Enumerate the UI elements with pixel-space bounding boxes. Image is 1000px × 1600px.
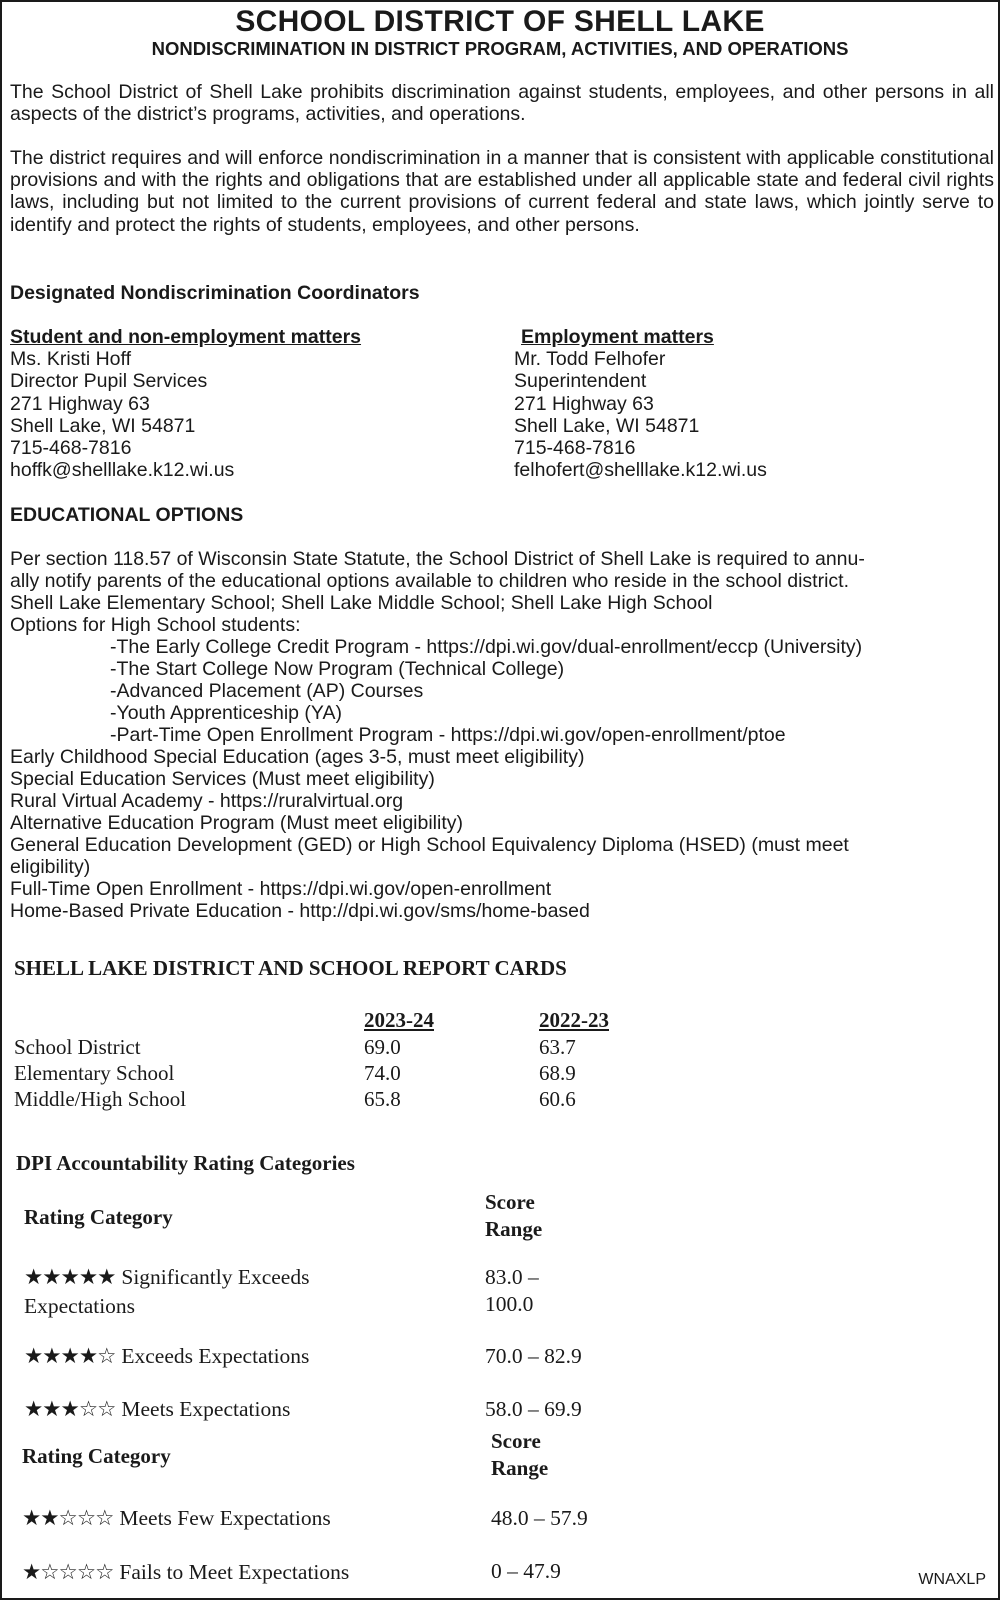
options-intro-line-1: Per section 118.57 of Wisconsin State Statute, the School District of Shell Lake is required to annu-: [10, 548, 865, 570]
student-coordinator-address: 271 Highway 63: [10, 392, 150, 415]
star-rating-icon: ★★★★☆: [24, 1344, 116, 1368]
report-card-name: Elementary School: [14, 1061, 175, 1085]
rating-range: 70.0 – 82.9: [485, 1344, 582, 1368]
rating-label-text: Exceeds Expectations: [121, 1344, 310, 1368]
report-card-score-2022-23: 60.6: [539, 1087, 576, 1111]
report-card-score-2023-24: 65.8: [364, 1087, 401, 1111]
page-subtitle: NONDISCRIMINATION IN DISTRICT PROGRAM, ACTIVITIES, AND OPERATIONS: [151, 38, 849, 59]
rating-label-text: Meets Expectations: [121, 1397, 291, 1421]
employment-coordinator-heading: Employment matters: [521, 326, 714, 348]
option-item: Full-Time Open Enrollment - https://dpi.wi.gov/open-enrollment: [10, 878, 552, 900]
employment-coordinator: [514, 326, 767, 481]
employment-coordinator-city: Shell Lake, WI 54871: [514, 414, 700, 437]
option-item: Rural Virtual Academy - https://ruralvirtual.org: [10, 790, 404, 812]
employment-coordinator-title: Superintendent: [514, 370, 647, 393]
report-cards-col-2023-24: 2023-24: [364, 1008, 434, 1032]
publication-code: WNAXLP: [918, 1571, 986, 1588]
option-item: Home-Based Private Education - http://dpi.wi.gov/sms/home-based: [10, 900, 590, 922]
hs-option-item: -Youth Apprenticeship (YA): [110, 702, 342, 724]
rating-label: [24, 1264, 309, 1291]
option-item: Special Education Services (Must meet eligibility): [10, 768, 435, 790]
score-range-col-header-line-1: Score: [485, 1190, 535, 1214]
option-item: Early Childhood Special Education (ages 3-5, must meet eligibility): [10, 746, 585, 768]
student-coordinator-city: Shell Lake, WI 54871: [10, 414, 196, 437]
report-cards-heading: SHELL LAKE DISTRICT AND SCHOOL REPORT CARDS: [14, 956, 567, 980]
rating-label: [24, 1343, 309, 1370]
student-coordinator-email: hoffk@shelllake.k12.wi.us: [10, 459, 235, 482]
student-coordinator: [10, 326, 361, 481]
rating-range: 58.0 – 69.9: [485, 1397, 582, 1421]
star-rating-icon: ★☆☆☆☆: [22, 1560, 114, 1584]
hs-option-item: -The Early College Credit Program - https://dpi.wi.gov/dual-enrollment/eccp (University): [110, 636, 863, 658]
employment-coordinator-address: 271 Highway 63: [514, 392, 654, 415]
student-coordinator-heading: Student and non-employment matters: [10, 326, 362, 348]
rating-label-text: Fails to Meet Expectations: [119, 1560, 350, 1584]
report-card-score-2023-24: 74.0: [364, 1061, 401, 1085]
schools-line: Shell Lake Elementary School; Shell Lake Middle School; Shell Lake High School: [10, 592, 713, 614]
rating-category-col-header: Rating Category: [24, 1205, 173, 1229]
hs-options-label: Options for High School students:: [10, 614, 301, 636]
score-range-col-header-repeat-line-2: Range: [491, 1456, 549, 1480]
rating-label-text: Meets Few Expectations: [119, 1506, 331, 1530]
employment-coordinator-phone: 715-468-7816: [514, 436, 636, 459]
report-card-name: School District: [14, 1035, 141, 1059]
rating-range: 0 – 47.9: [491, 1559, 561, 1583]
option-item: Alternative Education Program (Must meet eligibility): [10, 812, 464, 834]
rating-range-line-2: 100.0: [485, 1292, 534, 1316]
rating-label: [24, 1396, 290, 1423]
rating-range: 48.0 – 57.9: [491, 1506, 588, 1530]
student-coordinator-title: Director Pupil Services: [10, 370, 208, 393]
report-card-name: Middle/High School: [14, 1087, 187, 1111]
student-coordinator-phone: 715-468-7816: [10, 436, 132, 459]
rating-label-line-2: Expectations: [24, 1294, 136, 1318]
rating-range: 83.0 –: [485, 1265, 539, 1289]
coordinators-heading: Designated Nondiscrimination Coordinators: [10, 282, 420, 304]
hs-option-item: -Part-Time Open Enrollment Program - https://dpi.wi.gov/open-enrollment/ptoe: [110, 724, 786, 746]
star-rating-icon: ★★★★★: [24, 1265, 116, 1289]
employment-coordinator-email: felhofert@shelllake.k12.wi.us: [514, 459, 767, 482]
rating-categories-heading: DPI Accountability Rating Categories: [16, 1151, 355, 1175]
report-card-score-2022-23: 63.7: [539, 1035, 576, 1059]
report-cards-col-2022-23: 2022-23: [539, 1008, 609, 1032]
report-card-score-2023-24: 69.0: [364, 1035, 401, 1059]
rating-label: [22, 1505, 331, 1532]
report-card-score-2022-23: 68.9: [539, 1061, 576, 1085]
hs-option-item: -The Start College Now Program (Technical College): [110, 658, 565, 680]
rating-label: [22, 1559, 349, 1586]
star-rating-icon: ★★★☆☆: [24, 1397, 116, 1421]
employment-coordinator-name: Mr. Todd Felhofer: [514, 348, 666, 371]
ged-line-1: General Education Development (GED) or High School Equivalency Diploma (HSED) (must meet: [10, 834, 849, 856]
score-range-col-header-repeat-line-1: Score: [491, 1429, 541, 1453]
intro-paragraph-1: The School District of Shell Lake prohibits discrimination against students, employees, and other persons in all aspects of the district’s programs, activities, and operations.: [10, 81, 994, 126]
score-range-col-header-line-2: Range: [485, 1217, 543, 1241]
rating-label-text: Significantly Exceeds: [121, 1265, 310, 1289]
intro-paragraph-2: The district requires and will enforce nondiscrimination in a manner that is consistent with applicable constitutional provisions and with the rights and obligations that are established under all applicable state and federal civil rights laws, including but not limited to the current provisions of current federal and state laws, which jointly serve to identify and protect the rights of students, employees, and other persons.: [10, 147, 994, 236]
page-title: SCHOOL DISTRICT OF SHELL LAKE: [235, 5, 765, 38]
star-rating-icon: ★★☆☆☆: [22, 1506, 114, 1530]
student-coordinator-name: Ms. Kristi Hoff: [10, 348, 131, 371]
options-intro-line-2: ally notify parents of the educational options available to children who reside in the school district.: [10, 570, 849, 592]
rating-category-col-header-repeat: Rating Category: [22, 1444, 171, 1468]
educational-options-heading: EDUCATIONAL OPTIONS: [10, 504, 244, 526]
hs-option-item: -Advanced Placement (AP) Courses: [110, 680, 424, 702]
ged-line-2: eligibility): [10, 856, 91, 878]
